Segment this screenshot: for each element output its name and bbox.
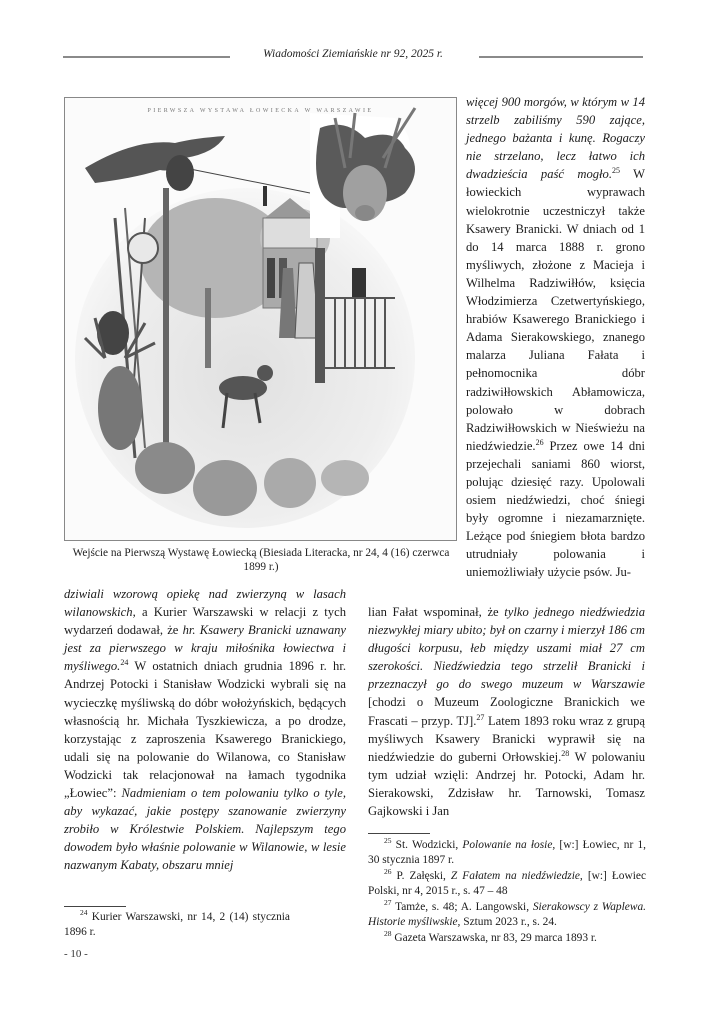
eagle-body <box>166 155 194 191</box>
figure-caption: Wejście na Pierwszą Wystawę Łowiecką (Biesiada Literacka, nr 24, 4 (16) czerwca 1899 r.) <box>72 547 450 573</box>
body-text: a Kurier Warszawski w relacji z tych wydarzeń dodawał, że <box>64 605 346 638</box>
footnotes-left <box>64 910 290 941</box>
footnote-text: P. Załęski, <box>391 870 451 882</box>
body-text: Przez owe 14 dni przejechali saniami 860 wiorst, polując dziesięć razy. Upolowali osiem niedźwiedzi, choć śniegi były ogromne i niezamarznięte. Leżące pod śniegiem błota bardzo utrudniały polowania i uniemożliwiały użycie psów. Ju- <box>466 438 645 580</box>
quote-continuation: więcej 900 morgów, w którym w 14 strzelb zabiliśmy 590 zające, jednego bażanta i kunę. Rogaczy nie strzelano, lecz łatwo ich dwadzieścia paść mogło. <box>466 95 645 182</box>
footnote-28 <box>368 931 646 946</box>
quote: hr. Ksawery Branicki uznawany jest za pierwszego w kraju miłośnika łowiectwa i myśliwego. <box>64 623 347 674</box>
footnote-ref-27[interactable]: 27 <box>476 712 485 722</box>
journal-title: Wiadomości Ziemiańskie nr 92, 2025 r. <box>263 48 443 60</box>
medallion <box>128 233 158 263</box>
footnote-25 <box>368 838 646 868</box>
engraving-illustration <box>65 98 457 541</box>
quote: tylko jednego niedźwiedzia niezwykłej miary ubito; był on czarny i mierzył 186 cm długości korpusu, łeb między uszami miał 27 cm szerokości. Niedźwiedzia tego strzelił Branicki i przeznaczył go do swego muzeum w Warszawie <box>368 605 645 692</box>
body-text: W łowieckich wyprawach wielokrotnie uczestniczył także Ksawery Branicki. W dniach od 1 do 14 marca 1888 r. grono myśliwych, złożone z Macieja i Wilhelma Radziwiłłów, księcia Włodzimierza Czetwertyńskiego, hrabiów Ksawerego Branickiego i Adama Sierakowskiego, znanego malarza Juliana Fałata i pełnomocnika dóbr radziwiłłowskich Abłamowicza, polowało w dobrach Radziwiłłowskich w Nieświeżu na niedźwiedzie. <box>466 167 645 453</box>
footnote-title: Polowanie na łosie, <box>462 839 556 851</box>
footnote-27 <box>368 900 646 930</box>
body-text: Latem 1893 roku wraz z grupą myśliwych Ksawery Branicki wyprawił się na niedźwiedzie do guberni Orłowskiej. <box>368 713 645 764</box>
body-text: W polowaniu tym udział wzięli: Andrzej hr. Potocki, Adam hr. Sierakowski, Zdzisław hr. Tarnowski, Tomasz Gajkowski i Jan <box>368 749 645 819</box>
bison-head-2 <box>193 460 257 516</box>
left-column-lower <box>64 585 346 875</box>
footnote-text: Tamże, s. 48; A. Langowski, <box>391 901 533 913</box>
engraving-figure <box>64 97 457 541</box>
footnote-ref-28[interactable]: 28 <box>561 748 570 758</box>
right-column-lower <box>368 603 645 820</box>
footnote-ref-24[interactable]: 24 <box>120 658 129 668</box>
eagle-wings <box>85 136 225 183</box>
footnote-26 <box>368 869 646 899</box>
body-text: lian Fałat wspominał, że <box>368 605 505 619</box>
footnote-separator-right <box>368 833 430 834</box>
footnote-text: [w:] Łowiec, nr 1, 30 stycznia 1897 r. <box>368 839 646 866</box>
footnote-ref-25[interactable]: 25 <box>611 166 620 176</box>
bison-head-1 <box>135 442 195 494</box>
engraving-title: PIERWSZA WYSTAWA ŁOWIECKA W WARSZAWIE <box>147 108 374 114</box>
footnote-title: Sierakowscy z Waplewa. Historie myśliwskie, <box>368 901 646 928</box>
gate-post <box>315 248 325 383</box>
body-text: W ostatnich dniach grudnia 1896 r. hr. Andrzej Potocki i Stanisław Wodzicki wybrali się na wycieczkę myśliwską do dóbr wołożyńskich, będących własnością hr. Michała Tyszkiewicza, a po drodze, korzystając z zaproszenia Ksawerego Branickiego, udali się na polowanie do Wilanowa, co Stanisław Wodzicki tak relacjonował na łamach tygodnika „Łowiec”: <box>64 659 346 801</box>
running-header <box>63 48 643 68</box>
footnote-ref-26[interactable]: 26 <box>535 437 544 447</box>
footnotes-right <box>368 838 646 947</box>
footnote-number: 26 <box>384 867 392 877</box>
page-number: - 10 - <box>64 948 88 960</box>
footnote-number: 24 <box>80 908 88 918</box>
footnote-separator-left <box>64 906 126 907</box>
bear-head <box>264 458 316 508</box>
footnote-number: 28 <box>384 929 392 939</box>
footnote-24 <box>64 910 290 940</box>
quote: dziwiali wzorową opiekę nad zwierzyną w lasach wilanowskich, <box>64 587 346 620</box>
stag-head-lower <box>98 366 142 450</box>
footnote-text: Sztum 2023 r., s. 24. <box>460 916 557 928</box>
footnote-text: [w:] Łowiec Polski, nr 4, 2015 r., s. 47 – 48 <box>368 870 647 897</box>
quote: Nadmieniam o tem polowaniu tylko o tyle, aby wykazać, jakie postępy szanowanie zwierzyny zrobiło w Królestwie Polskiem. Najlepszym tego dowodem było właśnie polowanie w Wilanowie, w lesie nazwanym Kabaty, obszaru mniej <box>64 786 347 873</box>
footnote-text: Gazeta Warszawska, nr 83, 29 marca 1893 r. <box>391 932 597 944</box>
footnote-text: St. Wodzicki, <box>391 839 463 851</box>
footnote-title: Z Fałatem na niedźwiedzie, <box>450 870 583 882</box>
right-column-upper <box>466 93 645 582</box>
footnote-text: Kurier Warszawski, nr 14, 2 (14) stycznia 1896 r. <box>64 911 290 938</box>
body-text: [chodzi o Muzeum Zoologiczne Branickich we Frascati – przyp. TJ]. <box>368 695 645 728</box>
boar-head <box>321 460 369 496</box>
header-rule-right <box>479 56 643 58</box>
footnote-number: 25 <box>384 836 392 846</box>
footnote-number: 27 <box>384 898 392 908</box>
